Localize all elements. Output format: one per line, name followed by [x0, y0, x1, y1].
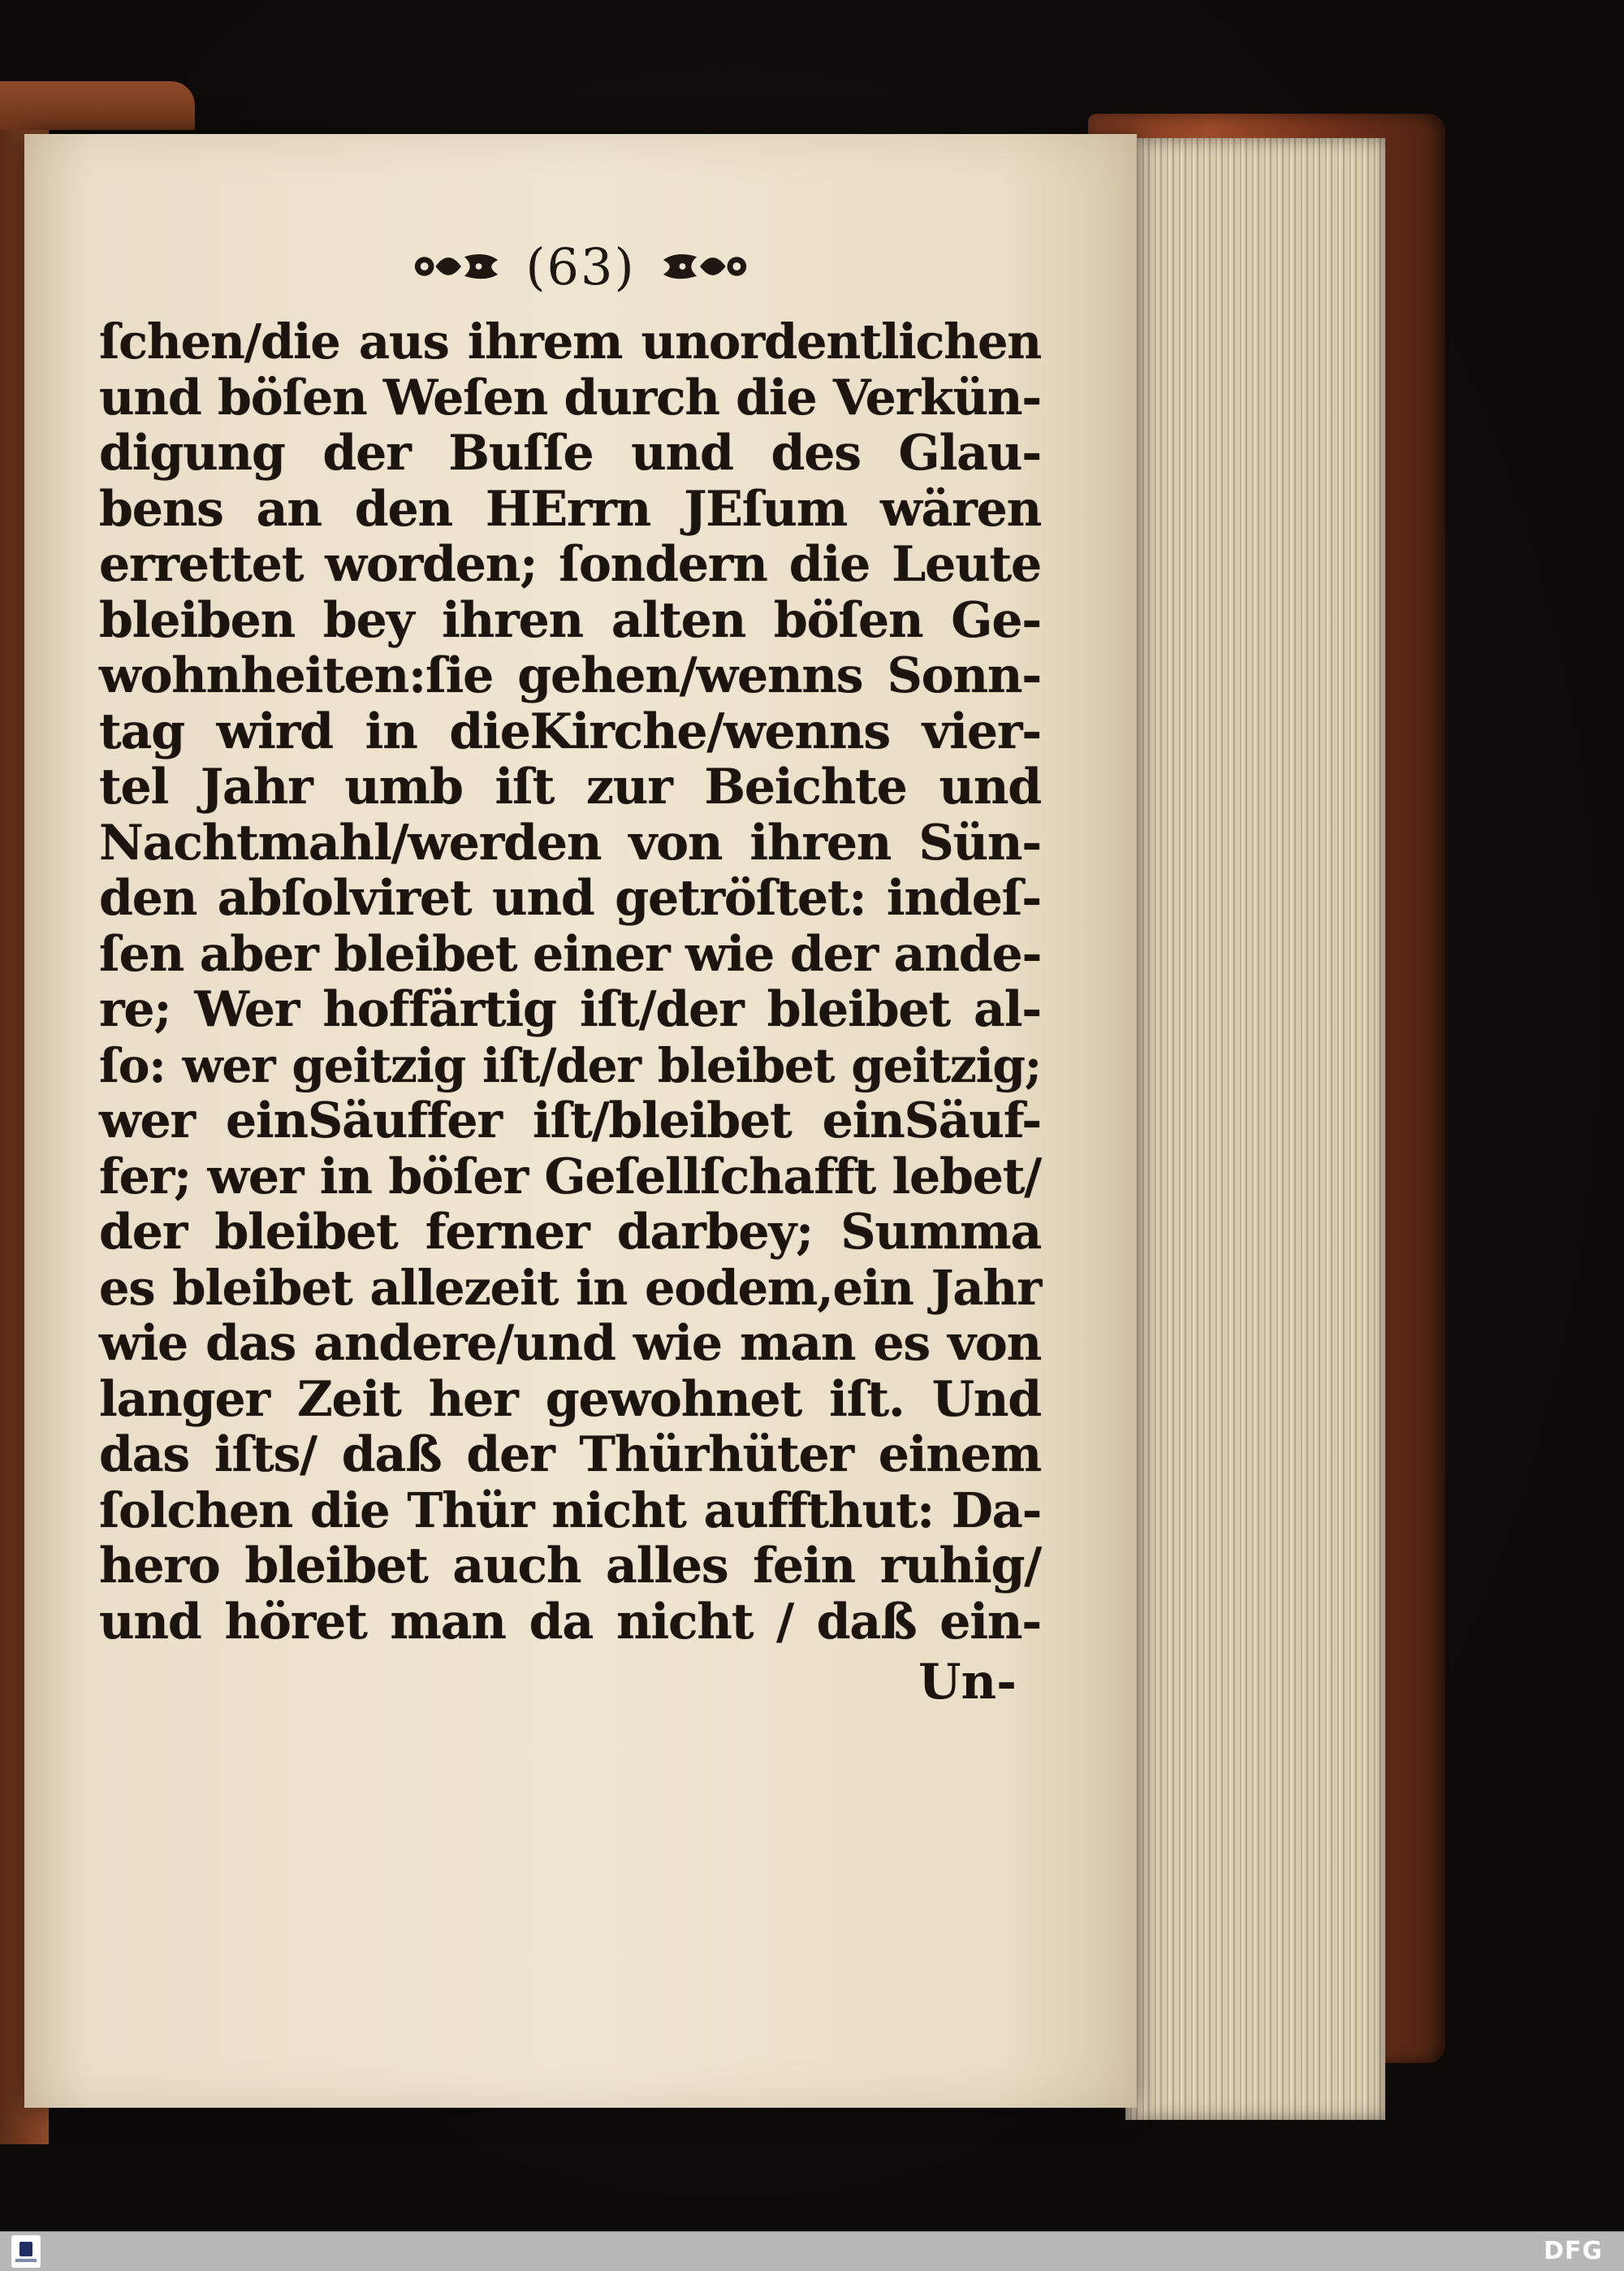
- dfg-logo[interactable]: DFG: [1543, 2237, 1603, 2265]
- logo-caption: [15, 2259, 37, 2262]
- text-line: Nachtmahl/werden von ihren Sün-: [99, 814, 1041, 872]
- text-line: der bleibet ferner darbey; Summa: [99, 1204, 1041, 1261]
- text-line: hero bleibet auch alles fein ruhig/: [99, 1538, 1041, 1594]
- page-fore-edge: [1125, 138, 1385, 2120]
- footer-bar: [0, 2231, 1624, 2271]
- body-text: [99, 314, 1041, 1715]
- ornament-left-icon: [408, 241, 504, 292]
- page-number: (63): [525, 236, 636, 296]
- text-line: digung der Buſſe und des Glau-: [99, 425, 1041, 482]
- book-cover-top: [0, 81, 195, 130]
- text-line: bens an den HErrn JEſum wären: [99, 480, 1041, 538]
- text-line: es bleibet allezeit in eodem,ein Jahr: [99, 1259, 1041, 1316]
- text-line: ſolchen die Thür nicht auffthut: Da-: [99, 1482, 1041, 1538]
- catchword: Un-: [918, 1654, 1017, 1711]
- text-line: und böſen Weſen durch die Verkün-: [99, 369, 1041, 426]
- library-logo-icon[interactable]: [11, 2235, 41, 2268]
- text-line: das iſts/ daß der Thürhüter einem: [99, 1426, 1041, 1483]
- text-line: ſchen/die aus ihrem unordentlichen: [99, 314, 1041, 370]
- text-line: ſo: wer geitzig iſt/der bleibet geitzig;: [99, 1037, 1041, 1093]
- ornament-right-icon: [657, 241, 753, 292]
- catchword-row: [99, 1650, 1041, 1715]
- text-line: langer Zeit her gewohnet iſt. Und: [99, 1370, 1041, 1428]
- page-header: [24, 230, 1137, 303]
- text-line: wohnheiten:ſie gehen/wenns Sonn-: [99, 647, 1041, 704]
- logo-mark: [19, 2242, 32, 2256]
- text-line: wie das andere/und wie man es von: [99, 1315, 1041, 1372]
- book-page: [24, 134, 1137, 2108]
- text-line: tel Jahr umb iſt zur Beichte und: [99, 759, 1041, 815]
- text-line: re; Wer hoffärtig iſt/der bleibet al-: [99, 981, 1041, 1038]
- text-line: wer einSäuffer iſt/bleibet einSäuf-: [99, 1092, 1041, 1149]
- text-line: bleiben bey ihren alten böſen Ge-: [99, 591, 1041, 649]
- text-line: ſen aber bleibet einer wie der ande-: [99, 925, 1042, 983]
- text-line: fer; wer in böſer Geſellſchafft lebet/: [99, 1148, 1041, 1205]
- text-line: und höret man da nicht / daß ein-: [99, 1593, 1041, 1650]
- text-line: den abſolviret und getröſtet: indeſ-: [99, 870, 1041, 927]
- text-line: errettet worden; ſondern die Leute: [99, 536, 1041, 593]
- text-line: tag wird in dieKirche/wenns vier-: [99, 703, 1041, 760]
